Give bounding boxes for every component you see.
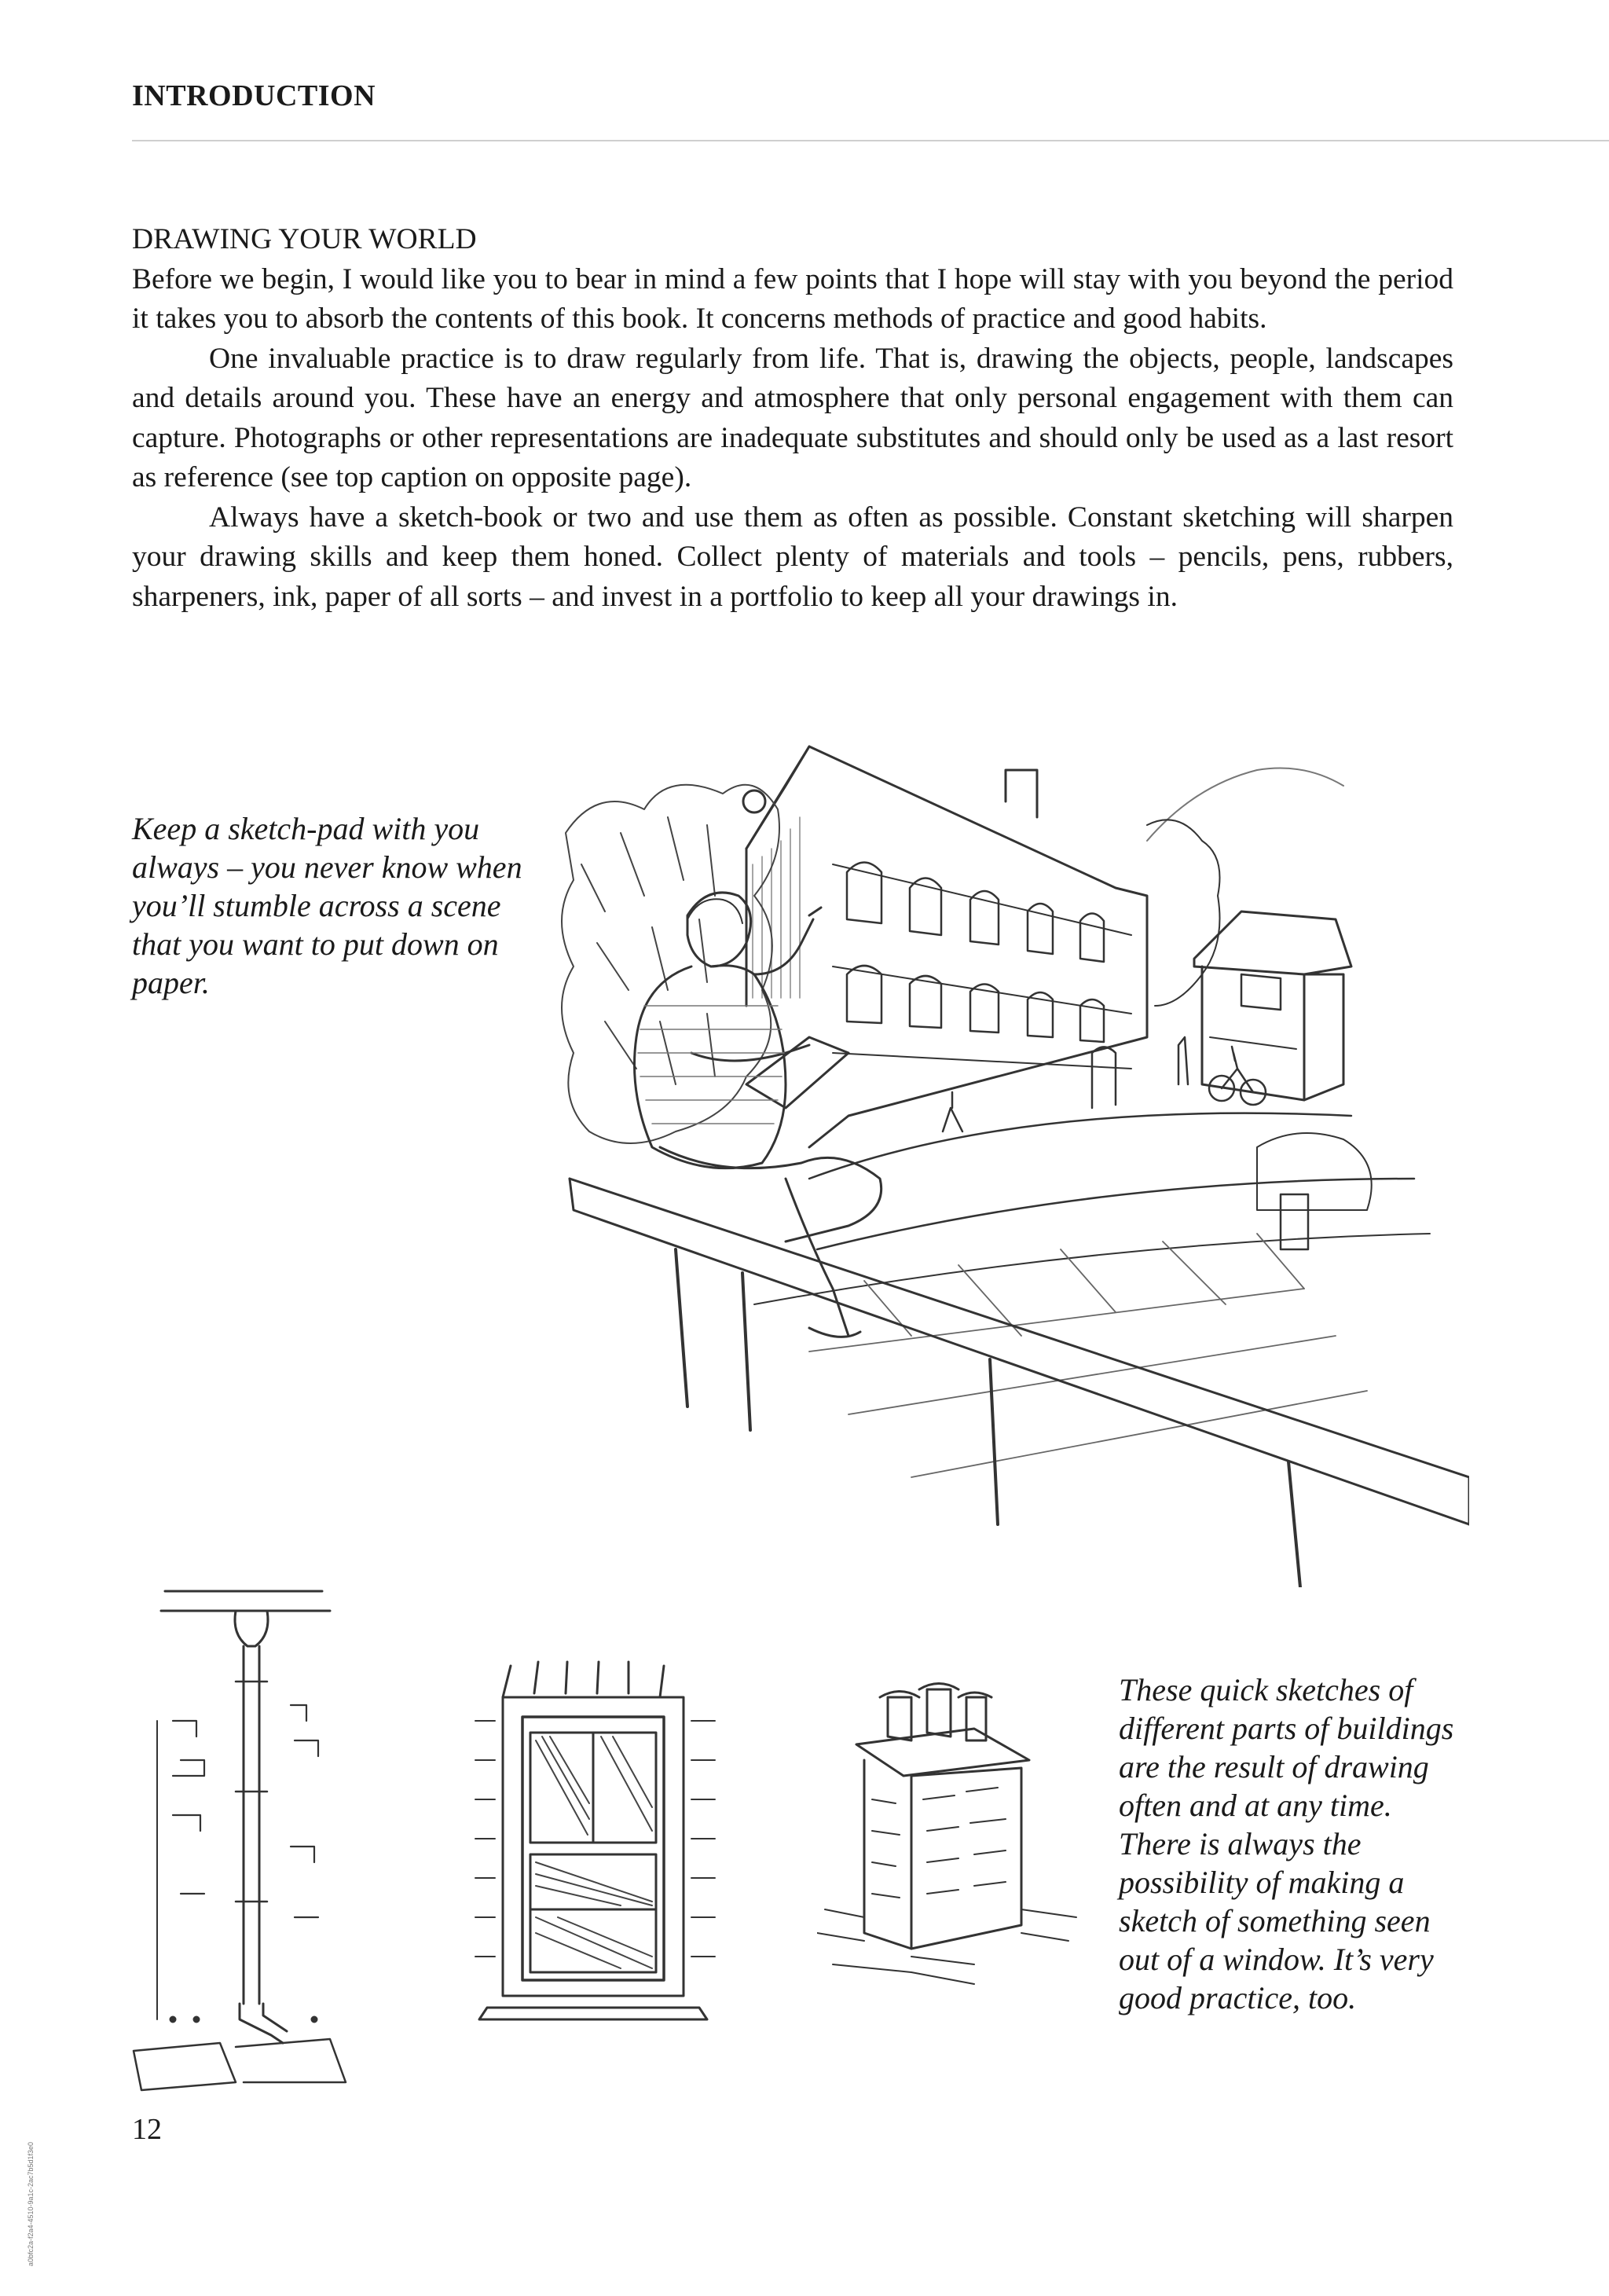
header-rule (132, 140, 1609, 141)
edge-note: a0bfc2a-f2a4-4510-9a1c-2ac7b5d1f3e0 (27, 2141, 35, 2267)
caption-top: Keep a sketch-pad with you always – you never know when you’ll stumble across a scene that you want to put down on paper. (132, 811, 522, 1000)
body-text (132, 220, 1453, 617)
paragraph-3: Always have a sketch-book or two and use them as often as possible. Constant sketching will sharpen your drawing skills and keep them honed. Collect plenty of materials and tools – pencils, pens, rubbers, sharpeners, ink, paper of all sorts – and invest in a portfolio to keep all your drawings in. (132, 501, 1453, 613)
running-head: INTRODUCTION (132, 79, 376, 112)
window-sketch (464, 1658, 731, 2027)
paragraph-2: One invaluable practice is to draw regularly from life. That is, drawing the objects, people, landscapes and details around you. These have an energy and atmosphere that only personal engagement with them can capture. Photographs or other representations are inadequate substitutes and should only be used as a last resort as reference (see top caption on opposite page). (132, 342, 1453, 493)
caption-bottom: These quick sketches of different parts of buildings are the result of drawing often and at any time. There is always the possibility of making a sketch of something seen out of a window. It’s very good practice, too. (1119, 1672, 1454, 2015)
section-heading: DRAWING YOUR WORLD (132, 223, 477, 255)
chimney-sketch (817, 1674, 1084, 1988)
street-sketch-illustration (550, 739, 1469, 1587)
downpipe-sketch (126, 1579, 361, 2098)
page-number: 12 (132, 2113, 162, 2146)
paragraph-1: Before we begin, I would like you to bear in mind a few points that I hope will stay with you beyond the period it takes you to absorb the contents of this book. It concerns methods of practice and good habits. (132, 262, 1453, 335)
